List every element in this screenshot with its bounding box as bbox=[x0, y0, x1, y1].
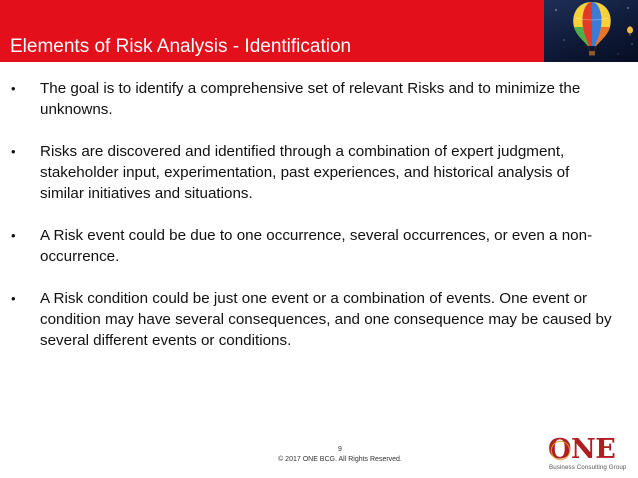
logo-tagline: Business Consulting Group bbox=[549, 464, 627, 471]
bullet-marker: • bbox=[11, 81, 16, 96]
bullet-list bbox=[8, 78, 612, 372]
bullet-marker: • bbox=[11, 144, 16, 159]
logo-wordmark: ONE bbox=[548, 434, 616, 465]
header-band bbox=[0, 0, 638, 62]
bullet-marker: • bbox=[11, 291, 16, 306]
ring-icon bbox=[549, 439, 572, 462]
copyright-notice: © 2017 ONE BCG. All Rights Reserved. bbox=[278, 456, 402, 463]
bullet-item bbox=[8, 225, 612, 267]
bullet-text: The goal is to identify a comprehensive set of relevant Risks and to minimize the unknowns. bbox=[40, 80, 581, 118]
bullet-item bbox=[8, 78, 612, 120]
hot-air-balloon-icon bbox=[544, 0, 638, 62]
bullet-item bbox=[8, 288, 612, 351]
bullet-item bbox=[8, 141, 612, 204]
company-logo bbox=[548, 436, 634, 474]
page-number: 9 bbox=[338, 446, 342, 453]
bullet-text: A Risk event could be due to one occurrence, several occurrences, or even a non-occurrence. bbox=[40, 227, 593, 265]
slide-title: Elements of Risk Analysis - Identification bbox=[10, 36, 352, 57]
bullet-text: A Risk condition could be just one event or a combination of events. One event or condition may have several consequences, and one consequence may be caused by several different events or conditions. bbox=[40, 290, 612, 349]
bullet-marker: • bbox=[11, 228, 16, 243]
bullet-text: Risks are discovered and identified through a combination of expert judgment, stakeholder input, experimentation, past experiences, and historical analysis of similar initiatives and situations. bbox=[40, 143, 570, 202]
